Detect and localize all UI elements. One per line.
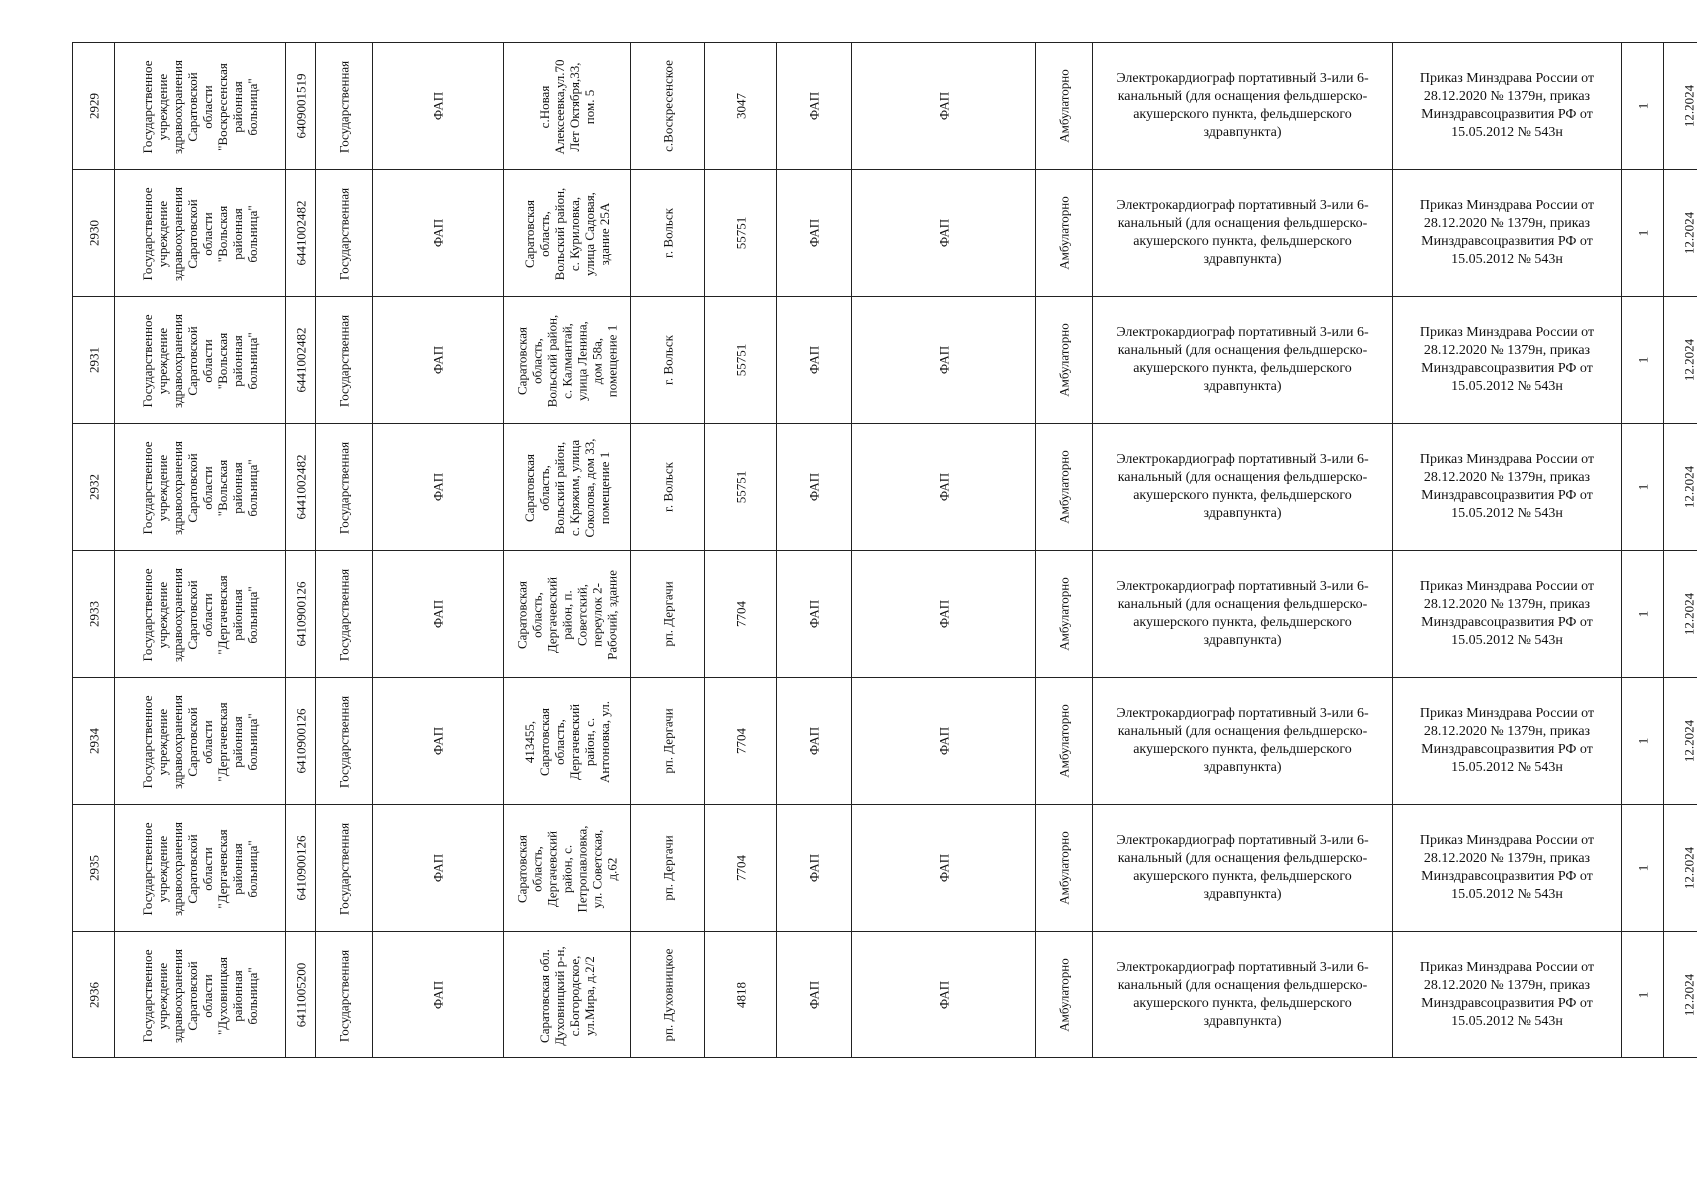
cell-text-org: Государственное учреждение здравоохранения Саратовской области "Вольская районная больница" xyxy=(140,441,260,535)
cell-num xyxy=(72,804,114,931)
table-row xyxy=(72,804,1697,931)
cell-qty xyxy=(1621,296,1663,423)
cell-form xyxy=(315,296,372,423)
cell-text-order: Приказ Минздрава России от 28.12.2020 № 1379н, приказ Минздравсоцразвития РФ от 15.05.2012 № 543н xyxy=(1419,452,1595,521)
cell-order xyxy=(1392,423,1621,550)
cell-num xyxy=(72,423,114,550)
cell-text-population: 4818 xyxy=(733,981,748,1008)
cell-text-qty: 1 xyxy=(1635,356,1650,364)
table-row xyxy=(72,423,1697,550)
cell-type xyxy=(372,804,503,931)
cell-type xyxy=(372,296,503,423)
cell-unit2 xyxy=(851,423,1035,550)
table-row xyxy=(72,42,1697,169)
table-row xyxy=(72,677,1697,804)
cell-text-inn: 6441002482 xyxy=(293,327,308,393)
cell-num xyxy=(72,296,114,423)
cell-text-form: Государственная xyxy=(336,441,352,535)
cell-text-address: Саратовская область, Вольский район, с. Кряжим, улица Соколова, дом 33, помещение 1 xyxy=(522,438,612,538)
cell-text-qty: 1 xyxy=(1635,864,1650,872)
cell-type xyxy=(372,169,503,296)
cell-care xyxy=(1035,550,1092,677)
cell-text-date: 12.2024 xyxy=(1681,592,1696,636)
cell-text-form: Государственная xyxy=(336,949,352,1043)
cell-unit xyxy=(776,931,851,1058)
cell-equipment xyxy=(1092,423,1392,550)
cell-date xyxy=(1663,931,1697,1058)
cell-date xyxy=(1663,804,1697,931)
cell-text-order: Приказ Минздрава России от 28.12.2020 № 1379н, приказ Минздравсоцразвития РФ от 15.05.2012 № 543н xyxy=(1419,198,1595,267)
cell-text-address: 413455, Саратовская область, Дергачевский район, с. Антоновка, ул. xyxy=(522,701,612,784)
cell-text-equipment: Электрокардиограф портативный 3-или 6-канальный (для оснащения фельдшерско-акушерского пункта, фельдшерского здравпункта) xyxy=(1116,452,1369,521)
cell-care xyxy=(1035,804,1092,931)
cell-text-type: ФАП xyxy=(430,726,446,756)
cell-text-unit: ФАП xyxy=(806,980,822,1009)
cell-address xyxy=(503,550,630,677)
cell-locality xyxy=(630,804,704,931)
cell-inn xyxy=(285,296,315,423)
cell-text-address: Саратовская область, Дергачевский район, с. Петропавловка, ул. Советская, д.62 xyxy=(514,825,620,913)
cell-text-care: Амбулаторно xyxy=(1056,577,1072,651)
cell-org xyxy=(114,677,285,804)
cell-text-locality: г. Вольск xyxy=(660,208,675,258)
cell-text-population: 7704 xyxy=(733,855,748,881)
cell-text-locality: г. Вольск xyxy=(660,335,675,385)
cell-text-equipment: Электрокардиограф портативный 3-или 6-канальный (для оснащения фельдшерско-акушерского пункта, фельдшерского здравпункта) xyxy=(1116,325,1369,394)
cell-inn xyxy=(285,677,315,804)
cell-unit2 xyxy=(851,296,1035,423)
cell-org xyxy=(114,423,285,550)
cell-text-qty: 1 xyxy=(1635,229,1650,237)
cell-form xyxy=(315,423,372,550)
cell-unit2 xyxy=(851,931,1035,1058)
cell-population xyxy=(704,550,776,677)
cell-text-unit2: ФАП xyxy=(936,91,951,121)
cell-inn xyxy=(285,550,315,677)
cell-equipment xyxy=(1092,169,1392,296)
cell-population xyxy=(704,169,776,296)
cell-qty xyxy=(1621,169,1663,296)
cell-text-equipment: Электрокардиограф портативный 3-или 6-канальный (для оснащения фельдшерско-акушерского пункта, фельдшерского здравпункта) xyxy=(1116,833,1369,902)
cell-form xyxy=(315,550,372,677)
cell-unit xyxy=(776,169,851,296)
cell-text-order: Приказ Минздрава России от 28.12.2020 № 1379н, приказ Минздравсоцразвития РФ от 15.05.2012 № 543н xyxy=(1419,959,1595,1029)
table-row xyxy=(72,296,1697,423)
cell-unit2 xyxy=(851,169,1035,296)
cell-care xyxy=(1035,677,1092,804)
cell-text-address: Саратовская область, Дергачевский район, п. Советский, переулок 2- Рабочий, здание xyxy=(514,570,620,660)
cell-text-type: ФАП xyxy=(430,218,446,248)
cell-text-care: Амбулаторно xyxy=(1056,831,1072,905)
cell-text-type: ФАП xyxy=(430,345,446,375)
cell-care xyxy=(1035,169,1092,296)
cell-text-org: Государственное учреждение здравоохранения Саратовской области "Духовницкая районная больница" xyxy=(140,949,260,1043)
cell-org xyxy=(114,804,285,931)
cell-text-inn: 6411005200 xyxy=(293,962,308,1027)
cell-order xyxy=(1392,42,1621,169)
cell-text-num: 2929 xyxy=(86,93,101,119)
cell-text-unit2: ФАП xyxy=(936,726,951,756)
cell-org xyxy=(114,550,285,677)
cell-text-locality: рп. Дергачи xyxy=(660,835,675,901)
cell-text-population: 55751 xyxy=(733,343,748,377)
cell-text-form: Государственная xyxy=(336,568,352,662)
cell-care xyxy=(1035,931,1092,1058)
cell-text-equipment: Электрокардиограф портативный 3-или 6-канальный (для оснащения фельдшерско-акушерского пункта, фельдшерского здравпункта) xyxy=(1116,198,1369,267)
cell-type xyxy=(372,550,503,677)
cell-text-num: 2934 xyxy=(86,728,101,754)
cell-qty xyxy=(1621,804,1663,931)
cell-text-address: Саратовская область, Вольский район, с. Куриловка, улица Садовая, здание 25А xyxy=(522,187,612,281)
cell-text-order: Приказ Минздрава России от 28.12.2020 № 1379н, приказ Минздравсоцразвития РФ от 15.05.2012 № 543н xyxy=(1419,71,1595,140)
cell-type xyxy=(372,931,503,1058)
cell-text-unit2: ФАП xyxy=(936,218,951,248)
cell-text-order: Приказ Минздрава России от 28.12.2020 № 1379н, приказ Минздравсоцразвития РФ от 15.05.2012 № 543н xyxy=(1419,325,1595,394)
cell-order xyxy=(1392,296,1621,423)
cell-text-address: Саратовская обл. Духовницкий р-н, с.Богородское, ул.Мира, д.2/2 xyxy=(537,946,597,1046)
cell-text-care: Амбулаторно xyxy=(1056,69,1072,143)
table-row xyxy=(72,550,1697,677)
cell-type xyxy=(372,42,503,169)
cell-text-locality: г. Вольск xyxy=(660,462,675,512)
cell-text-num: 2935 xyxy=(86,855,101,881)
cell-form xyxy=(315,677,372,804)
cell-text-unit2: ФАП xyxy=(936,599,951,629)
cell-text-qty: 1 xyxy=(1635,737,1650,745)
cell-text-type: ФАП xyxy=(430,91,446,121)
cell-text-qty: 1 xyxy=(1635,483,1650,491)
cell-text-equipment: Электрокардиограф портативный 3-или 6-канальный (для оснащения фельдшерско-акушерского пункта, фельдшерского здравпункта) xyxy=(1116,579,1369,648)
cell-text-inn: 6441002482 xyxy=(293,200,308,266)
cell-order xyxy=(1392,931,1621,1058)
cell-date xyxy=(1663,423,1697,550)
cell-text-date: 12.2024 xyxy=(1681,846,1696,890)
cell-population xyxy=(704,677,776,804)
cell-unit2 xyxy=(851,550,1035,677)
cell-equipment xyxy=(1092,42,1392,169)
cell-locality xyxy=(630,677,704,804)
cell-locality xyxy=(630,423,704,550)
cell-num xyxy=(72,550,114,677)
equipment-table xyxy=(72,42,1697,1058)
cell-org xyxy=(114,42,285,169)
cell-inn xyxy=(285,423,315,550)
cell-text-form: Государственная xyxy=(336,60,352,154)
cell-text-inn: 6410900126 xyxy=(293,708,308,774)
cell-num xyxy=(72,931,114,1058)
cell-qty xyxy=(1621,423,1663,550)
cell-order xyxy=(1392,550,1621,677)
cell-text-form: Государственная xyxy=(336,822,352,916)
cell-text-population: 55751 xyxy=(733,470,748,504)
cell-text-org: Государственное учреждение здравоохранения Саратовской области "Дергачевская районная больница" xyxy=(140,822,260,916)
cell-care xyxy=(1035,423,1092,550)
cell-unit xyxy=(776,804,851,931)
cell-population xyxy=(704,296,776,423)
cell-population xyxy=(704,804,776,931)
cell-text-date: 12.2024 xyxy=(1681,719,1696,763)
cell-care xyxy=(1035,42,1092,169)
cell-locality xyxy=(630,296,704,423)
cell-order xyxy=(1392,804,1621,931)
cell-unit2 xyxy=(851,804,1035,931)
cell-qty xyxy=(1621,677,1663,804)
cell-order xyxy=(1392,169,1621,296)
cell-unit xyxy=(776,423,851,550)
cell-text-locality: рп. Духовницкое xyxy=(660,948,675,1041)
cell-inn xyxy=(285,931,315,1058)
cell-text-form: Государственная xyxy=(336,695,352,789)
cell-text-unit2: ФАП xyxy=(936,345,951,375)
cell-org xyxy=(114,296,285,423)
cell-text-unit2: ФАП xyxy=(936,472,951,502)
cell-equipment xyxy=(1092,804,1392,931)
cell-address xyxy=(503,804,630,931)
cell-text-unit: ФАП xyxy=(806,345,822,375)
cell-text-care: Амбулаторно xyxy=(1056,450,1072,524)
cell-text-inn: 6409001519 xyxy=(293,73,308,139)
cell-text-address: с.Новая Алексеевка,ул.70 Лет Октября,33, пом. 5 xyxy=(537,59,597,155)
cell-text-inn: 6441002482 xyxy=(293,454,308,520)
cell-text-unit2: ФАП xyxy=(936,853,951,883)
cell-text-unit: ФАП xyxy=(806,91,822,121)
cell-text-date: 12.2024 xyxy=(1681,211,1696,255)
cell-unit xyxy=(776,296,851,423)
cell-text-unit: ФАП xyxy=(806,472,822,502)
cell-text-unit: ФАП xyxy=(806,599,822,629)
cell-num xyxy=(72,42,114,169)
cell-text-num: 2930 xyxy=(86,220,101,246)
cell-text-equipment: Электрокардиограф портативный 3-или 6-канальный (для оснащения фельдшерско-акушерского пункта, фельдшерского здравпункта) xyxy=(1116,706,1369,775)
cell-text-order: Приказ Минздрава России от 28.12.2020 № 1379н, приказ Минздравсоцразвития РФ от 15.05.2012 № 543н xyxy=(1419,706,1595,775)
cell-text-num: 2933 xyxy=(86,601,101,627)
cell-date xyxy=(1663,296,1697,423)
cell-unit xyxy=(776,42,851,169)
cell-num xyxy=(72,677,114,804)
cell-qty xyxy=(1621,550,1663,677)
cell-inn xyxy=(285,169,315,296)
cell-equipment xyxy=(1092,296,1392,423)
cell-inn xyxy=(285,42,315,169)
cell-text-type: ФАП xyxy=(430,599,446,629)
cell-text-population: 55751 xyxy=(733,216,748,250)
cell-text-unit: ФАП xyxy=(806,726,822,756)
cell-unit xyxy=(776,550,851,677)
cell-text-date: 12.2024 xyxy=(1681,84,1696,128)
cell-text-type: ФАП xyxy=(430,980,446,1009)
cell-locality xyxy=(630,42,704,169)
cell-form xyxy=(315,42,372,169)
cell-form xyxy=(315,931,372,1058)
cell-text-care: Амбулаторно xyxy=(1056,704,1072,778)
cell-text-date: 12.2024 xyxy=(1681,338,1696,382)
cell-type xyxy=(372,423,503,550)
cell-text-locality: с.Воскресенское xyxy=(660,60,675,152)
cell-address xyxy=(503,169,630,296)
cell-population xyxy=(704,931,776,1058)
cell-org xyxy=(114,931,285,1058)
cell-text-inn: 6410900126 xyxy=(293,581,308,647)
cell-text-unit: ФАП xyxy=(806,218,822,248)
cell-date xyxy=(1663,169,1697,296)
cell-inn xyxy=(285,804,315,931)
cell-equipment xyxy=(1092,931,1392,1058)
cell-text-unit2: ФАП xyxy=(936,980,951,1009)
cell-equipment xyxy=(1092,550,1392,677)
cell-text-qty: 1 xyxy=(1635,991,1650,998)
cell-text-equipment: Электрокардиограф портативный 3-или 6-канальный (для оснащения фельдшерско-акушерского пункта, фельдшерского здравпункта) xyxy=(1116,959,1369,1029)
cell-date xyxy=(1663,42,1697,169)
cell-text-type: ФАП xyxy=(430,472,446,502)
cell-num xyxy=(72,169,114,296)
cell-order xyxy=(1392,677,1621,804)
cell-text-order: Приказ Минздрава России от 28.12.2020 № 1379н, приказ Минздравсоцразвития РФ от 15.05.2012 № 543н xyxy=(1419,833,1595,902)
cell-qty xyxy=(1621,42,1663,169)
cell-text-num: 2931 xyxy=(86,347,101,373)
table-row xyxy=(72,169,1697,296)
cell-text-date: 12.2024 xyxy=(1681,973,1696,1016)
cell-unit2 xyxy=(851,677,1035,804)
cell-text-date: 12.2024 xyxy=(1681,465,1696,509)
cell-text-equipment: Электрокардиограф портативный 3-или 6-канальный (для оснащения фельдшерско-акушерского пункта, фельдшерского здравпункта) xyxy=(1116,71,1369,140)
cell-locality xyxy=(630,550,704,677)
cell-text-care: Амбулаторно xyxy=(1056,323,1072,397)
cell-text-form: Государственная xyxy=(336,187,352,281)
cell-form xyxy=(315,804,372,931)
cell-text-org: Государственное учреждение здравоохранения Саратовской области "Вольская районная больница" xyxy=(140,314,260,408)
table-row xyxy=(72,931,1697,1058)
cell-text-inn: 6410900126 xyxy=(293,835,308,901)
cell-address xyxy=(503,296,630,423)
cell-locality xyxy=(630,931,704,1058)
cell-type xyxy=(372,677,503,804)
cell-text-address: Саратовская область, Вольский район, с. Калмантай, улица Ленина, дом 58а, помещение 1 xyxy=(514,314,620,408)
cell-text-population: 7704 xyxy=(733,601,748,627)
cell-unit xyxy=(776,677,851,804)
cell-text-org: Государственное учреждение здравоохранения Саратовской области "Вольская районная больница" xyxy=(140,187,260,281)
cell-text-type: ФАП xyxy=(430,853,446,883)
cell-care xyxy=(1035,296,1092,423)
cell-unit2 xyxy=(851,42,1035,169)
cell-locality xyxy=(630,169,704,296)
cell-text-unit: ФАП xyxy=(806,853,822,883)
cell-equipment xyxy=(1092,677,1392,804)
cell-text-org: Государственное учреждение здравоохранения Саратовской области "Дергачевская районная больница" xyxy=(140,695,260,789)
cell-org xyxy=(114,169,285,296)
cell-text-org: Государственное учреждение здравоохранения Саратовской области "Дергачевская районная больница" xyxy=(140,568,260,662)
cell-address xyxy=(503,423,630,550)
cell-text-order: Приказ Минздрава России от 28.12.2020 № 1379н, приказ Минздравсоцразвития РФ от 15.05.2012 № 543н xyxy=(1419,579,1595,648)
cell-text-locality: рп. Дергачи xyxy=(660,581,675,647)
cell-address xyxy=(503,42,630,169)
cell-qty xyxy=(1621,931,1663,1058)
cell-date xyxy=(1663,677,1697,804)
cell-text-population: 3047 xyxy=(733,93,748,119)
cell-text-qty: 1 xyxy=(1635,102,1650,110)
cell-text-qty: 1 xyxy=(1635,610,1650,618)
cell-population xyxy=(704,42,776,169)
cell-population xyxy=(704,423,776,550)
cell-address xyxy=(503,931,630,1058)
cell-text-num: 2932 xyxy=(86,474,101,500)
cell-text-care: Амбулаторно xyxy=(1056,196,1072,270)
cell-text-locality: рп. Дергачи xyxy=(660,708,675,774)
cell-address xyxy=(503,677,630,804)
cell-text-num: 2936 xyxy=(86,981,101,1008)
cell-text-org: Государственное учреждение здравоохранения Саратовской области "Воскресенская районная больница" xyxy=(140,60,260,154)
cell-text-population: 7704 xyxy=(733,728,748,754)
cell-form xyxy=(315,169,372,296)
cell-text-care: Амбулаторно xyxy=(1056,957,1072,1032)
cell-text-form: Государственная xyxy=(336,314,352,408)
cell-date xyxy=(1663,550,1697,677)
